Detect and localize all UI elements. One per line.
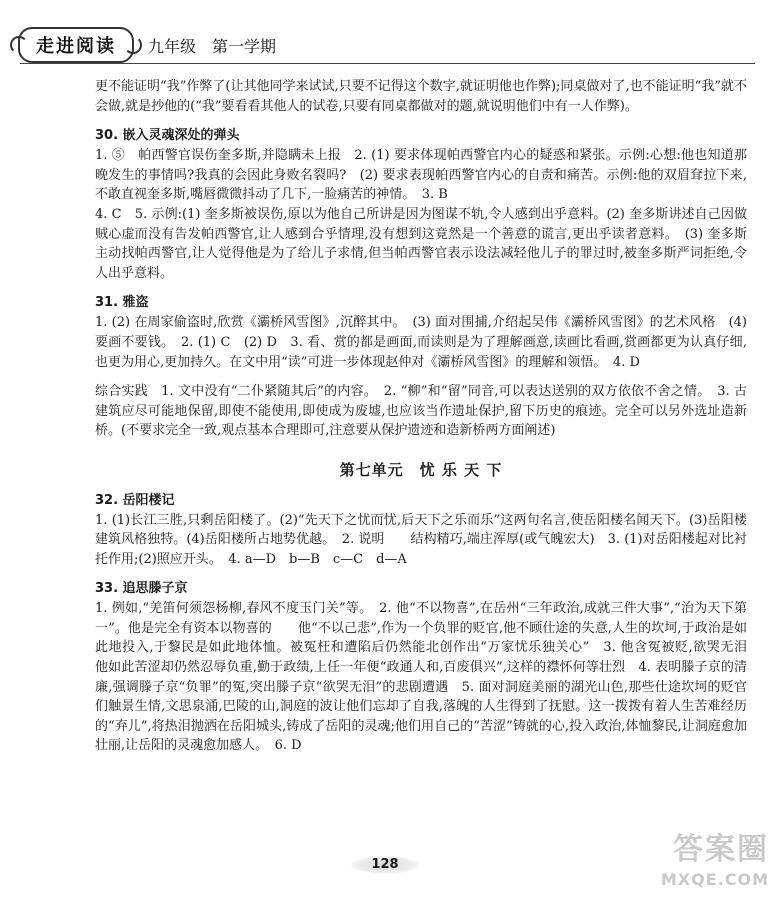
answer-31: 1. (2) 在周家偷盗时,欣赏《灞桥风雪图》,沉醉其中。 (3) 面对围捕,介绍起吴伟《灞桥风雪图》的艺术风格 (4) 要画不要钱。 2. (1) C (2) D 3. 看、赏的都是画面,而读则是为了理解画意,读画比看画,赏画都更为认真仔细,也更为用心,更加持久。在文中用“读”可进一步体现赵仲对《灞桥风雪图》的理解和领悟。 4. D	[95, 315, 747, 370]
answer-30-part2: 4. C 5. 示例:(1) 奎多斯被误伤,原以为他自己所讲是因为图谋不轨,令人感到出乎意料。(2) 奎多斯讲述自己因做贼心虚而没有告发帕西警官,让人感到合乎情理,没有想到这竟然是一个善意的谎言,更出乎读者意料。 (3) 奎多斯主动找帕西警官,让人觉得他是为了给儿子求情,但当帕西警官表示设法减轻他儿子的罪过时,被奎多斯严词拒绝,令人出乎意料。	[95, 206, 747, 281]
section-title-33: 33. 追思滕子京	[95, 581, 188, 597]
comprehensive-practice: 综合实践 1. 文中没有“二仆紧随其后”的内容。 2. “柳”和“留”同音,可以表达送别的双方依依不舍之情。 3. 古建筑应尽可能地保留,即使不能使用,即使成为废墟,也应该当作遗址保护,留下历史的痕迹。完全可以另外选址造新桥。(不要求完全一致,观点基本合理即可,注意要从保护遗迹和造新桥两方面阐述)	[95, 384, 747, 439]
answer-33: 1. 例如,“羌笛何须怨杨柳,春风不度玉门关”等。 2. 他“不以物喜”,在岳州“三年政治,成就三件大事”,“治为天下第一”。他是完全有资本以物喜的 他“不以己悲”,作为一个负罪的贬官,他不顾仕途的失意,人生的坎坷,于政治是如此地投入,于黎民是如此地体恤。被冤枉和遭陷后仍然能北创作出“万家忧乐独关心” 3. 他含冤被贬,欲哭无泪 他如此苦涩却仍然忍辱负重,勤于政绩,上任一年便“政通人和,百废俱兴”,这样的襟怀何等壮烈 4. 表明滕子京的清廉,强调滕子京“负罪”的冤,突出滕子京“欲哭无泪”的悲剧遭遇 5. 面对洞庭美丽的湖光山色,那些仕途坎坷的贬官们触景生情,文思泉涌,巴陵的山,洞庭的波让他们忘却了自我,落魄的人生得到了抚慰。这一拨拨有着人生苦难经历的“弃儿”,将热泪抛洒在岳阳城头,铸成了岳阳的灵魂;他们用自己的“苦涩”铸就的心,投入政治,体恤黎民,让洞庭愈加壮丽,让岳阳的灵魂愈加感人。 6. D	[95, 601, 774, 754]
header-divider	[20, 63, 755, 64]
section-title-32: 32. 岳阳楼记	[95, 492, 175, 508]
page-number: 128	[355, 854, 415, 876]
unit-title: 第七单元 忧 乐 天 下	[339, 460, 503, 479]
book-logo	[18, 27, 134, 63]
answer-32: 1. (1)长江三胜,只剩岳阳楼了。(2)“先天下之忧而忧,后天下之乐而乐”这两句名言,使岳阳楼名闻天下。(3)岳阳楼建筑风格独特。(4)岳阳楼所占地势优越。 2. 说明 结构精巧,端庄浑厚(或气魄宏大) 3. (1)对岳阳楼起对比衬托作用;(2)照应开头。 4. a—D b—B c—C d—A	[95, 512, 747, 567]
watermark-logo	[619, 824, 769, 894]
page-header	[18, 28, 276, 62]
answer-30-part1: 1. ⑤ 帕西警官误伤奎多斯,并隐瞒未上报 2. (1) 要求体现帕西警官内心的疑惑和紧张。示例:心想:他也知道那晚发生的事情吗?我真的会因此身败名裂吗? (2) 要求表现帕西警官内心的自责和痛苦。示例:他的双眉耷拉下来,不敢直视奎多斯,嘴唇微微抖动了几下,一脸痛苦的神情。 3. B	[95, 148, 747, 203]
section-title-30: 30. 嵌入灵魂深处的弹头	[95, 128, 240, 144]
watermark-text: 答案圈	[673, 832, 769, 867]
watermark-url: MXQE.COM	[660, 870, 769, 889]
para-continuation: 更不能证明“我”作弊了(让其他同学来试试,只要不记得这个数字,就证明他也作弊);同桌做对了,也不能证明“我”就不会做,就是抄他的(“我”要看看其他人的试卷,只要有同桌都做对的题,就说明他们中有一人作弊)。	[95, 79, 747, 114]
book-title: 走进阅读	[36, 36, 116, 57]
answer-content	[95, 77, 774, 756]
section-title-31: 31. 雅盗	[95, 295, 149, 311]
grade-label: 九年级 第一学期	[148, 36, 277, 56]
